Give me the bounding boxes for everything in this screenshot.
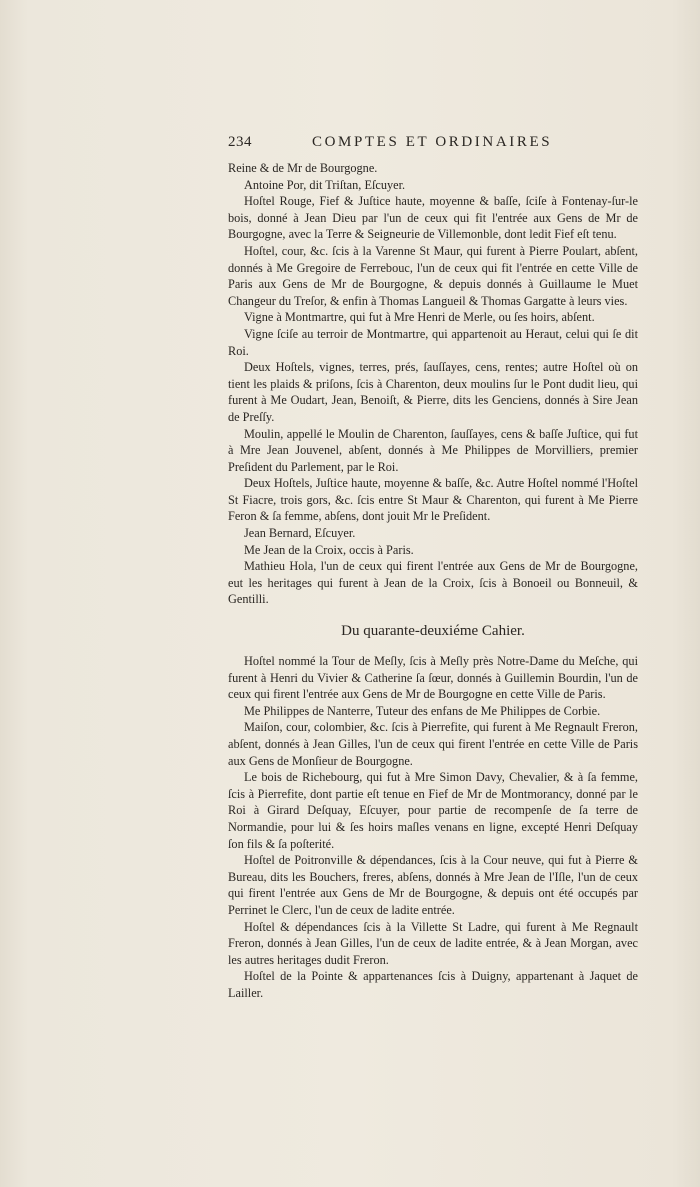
page-header bbox=[228, 134, 584, 154]
paragraph: Vigne ſciſe au terroir de Montmartre, qui appartenoit au Heraut, celui qui ſe dit Roi. bbox=[228, 326, 638, 358]
paragraph: Hoſtel de la Pointe & appartenances ſcis à Duigny, appartenant à Jaquet de Lailler. bbox=[228, 969, 638, 1000]
running-title: COMPTES ET ORDINAIRES bbox=[312, 134, 553, 150]
paragraph: Deux Hoſtels, vignes, terres, prés, ſauſſayes, cens, rentes; autre Hoſtel où on tient les plaids & priſons, ſcis à Charenton, deux moulins ſur le Pont dudit lieu, qui furent à Me Oudart, Jean, Benoiſt, & Pierre, dits les Genciens, donnés à Sire Jean de Preſſy. bbox=[228, 360, 638, 424]
paragraph: Antoine Por, dit Triſtan, Eſcuyer. bbox=[244, 177, 406, 192]
paragraph: Mathieu Hola, l'un de ceux qui firent l'entrée aux Gens de Mr de Bourgogne, eut les heritages qui furent à Jean de la Croix, ſcis à Bonoeil ou Bonneuil, & Gentilli. bbox=[228, 559, 638, 607]
section-heading: Du quarante-deuxiéme Cahier. bbox=[341, 623, 525, 640]
paragraph: Me Jean de la Croix, occis à Paris. bbox=[244, 542, 414, 557]
paragraph: Deux Hoſtels, Juſtice haute, moyenne & baſſe, &c. Autre Hoſtel nommé l'Hoſtel St Fiacre, trois gors, &c. ſcis entre St Maur & Charenton, qui furent à Me Pierre Feron & ſa femme, abſens, dont jouit Mr le Preſident. bbox=[228, 476, 638, 524]
paragraph: Hoſtel nommé la Tour de Meſly, ſcis à Meſly près Notre-Dame du Meſche, qui furent à Henri du Vivier & Catherine ſa ſœur, donnés à Guillemin Bourdin, l'un de ceux qui firent l'entrée aux Gens de Mr de Bourgogne en cette Ville de Paris. bbox=[228, 654, 638, 702]
paragraph: Vigne à Montmartre, qui fut à Mre Henri de Merle, ou ſes hoirs, abſent. bbox=[244, 310, 595, 325]
paragraph: Hoſtel & dépendances ſcis à la Villette St Ladre, qui furent à Me Regnault Freron, donnés à Jean Gilles, l'un de ceux de ladite entrée, & à Jean Morgan, avec les autres heritages dudit Freron. bbox=[228, 919, 638, 967]
paragraph: Jean Bernard, Eſcuyer. bbox=[244, 526, 356, 541]
paragraph: Hoſtel, cour, &c. ſcis à la Varenne St Maur, qui furent à Pierre Poulart, abſent, donnés à Me Gregoire de Ferrebouc, l'un de ceux qui fit l'entrée en cette Ville de Paris aux Gens de Mr de Bourgogne, & depuis donnés à Guillaume le Muet Changeur du Treſor, & enfin à Thomas Langueil & Thomas Gargatte à leurs vies. bbox=[228, 243, 638, 308]
paragraph: Le bois de Richebourg, qui fut à Mre Simon Davy, Chevalier, & à ſa femme, ſcis à Pierrefite, dont partie eſt tenue en Fief de Mr de Montmorancy, donné par le Roi à Girard Deſquay, Eſcuyer, pour partie de recompenſe de ſa terre de Normandie, pour lui & ſes hoirs maſles venans en ligne, excepté Henri Deſquay ſon fils & ſa poſterité. bbox=[228, 770, 638, 851]
paragraph: Me Philippes de Nanterre, Tuteur des enfans de Me Philippes de Corbie. bbox=[244, 703, 601, 718]
body-text bbox=[228, 160, 638, 1002]
paragraph: Maiſon, cour, colombier, &c. ſcis à Pierrefite, qui furent à Me Regnault Freron, abſent, donnés à Jean Gilles, l'un de ceux qui firent l'entrée en cette Ville de Paris aux Gens de Monſieur de Bourgogne. bbox=[228, 720, 638, 768]
paragraph: Reine & de Mr de Bourgogne. bbox=[228, 161, 378, 175]
paragraph: Hoſtel Rouge, Fief & Juſtice haute, moyenne & baſſe, ſciſe à Fontenay-ſur-le bois, donné à Jean Dieu par l'un de ceux qui fit l'entrée aux Gens de Mr de Bourgogne, avec la Terre & Seigneurie de Villemonble, dont ledit Fief eſt tenu. bbox=[228, 194, 638, 242]
paragraph: Moulin, appellé le Moulin de Charenton, ſauſſayes, cens & baſſe Juſtice, qui fut à Mre Jean Jouvenel, abſent, donnés à Me Philippes de Morvilliers, premier Preſident du Parlement, par le Roi. bbox=[228, 426, 638, 474]
paragraph: Hoſtel de Poitronville & dépendances, ſcis à la Cour neuve, qui fut à Pierre & Bureau, dits les Bouchers, freres, abſens, donnés à Mre Jean de l'Iſle, l'un de ceux qui firent l'entrée aux Gens de Mr de Bourgogne, & depuis ont été occupés par Perrinet le Clerc, l'un de ceux de ladite entrée. bbox=[228, 853, 638, 917]
page-number: 234 bbox=[228, 134, 252, 150]
